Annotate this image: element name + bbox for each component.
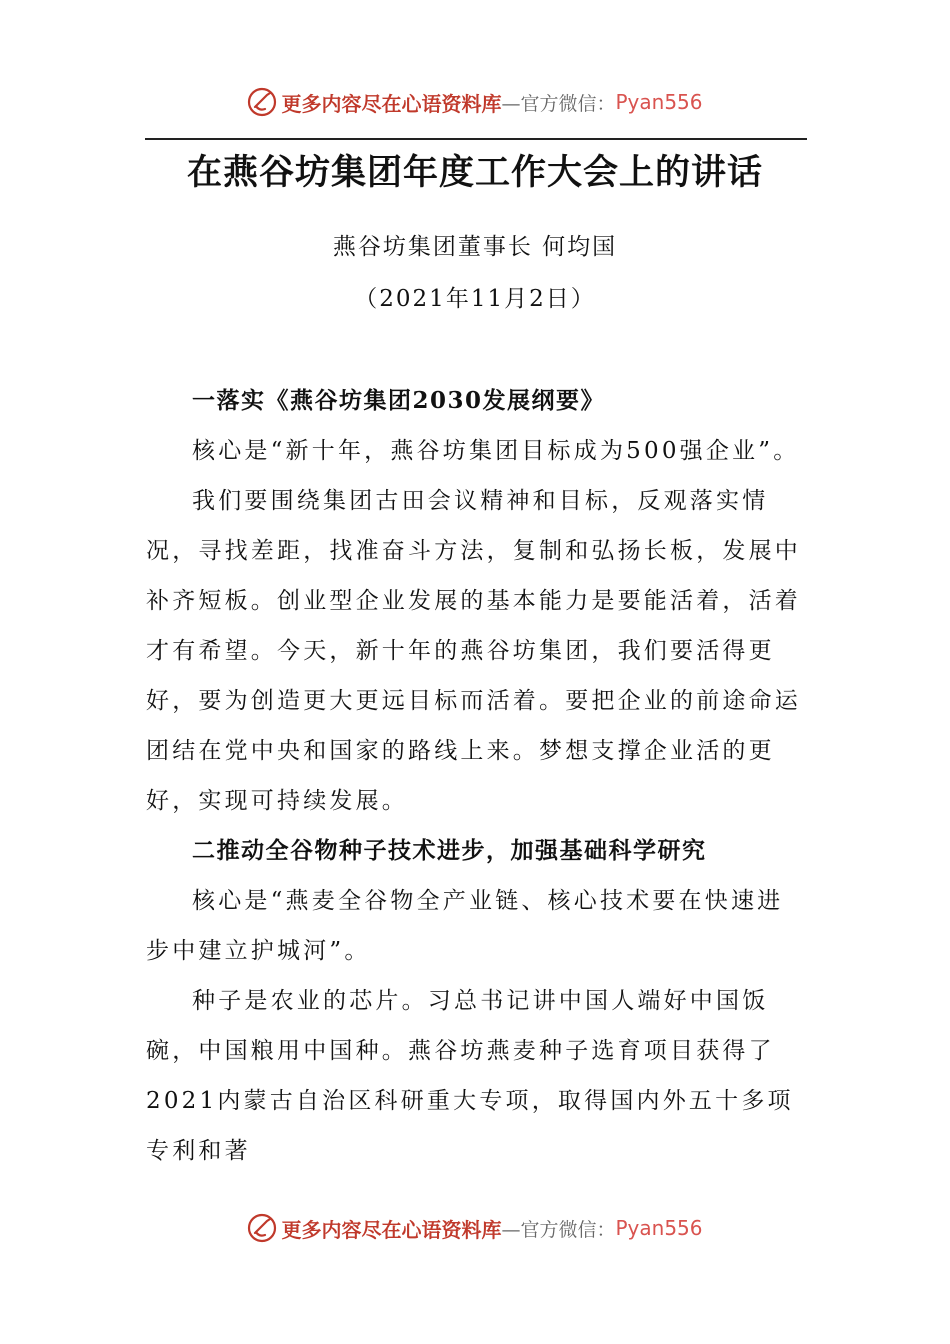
document-author: 燕谷坊集团董事长 何均国	[332, 234, 618, 260]
document-date: （2021年11月2日）	[354, 286, 596, 312]
document-title: 在燕谷坊集团年度工作大会上的讲话	[186, 152, 763, 193]
watermark-promo-text: 更多内容尽在心语资料库	[281, 91, 502, 116]
brand-logo-icon	[247, 87, 277, 117]
document-body	[146, 376, 806, 1176]
paragraph: 我们要围绕集团古田会议精神和目标，反观落实情况，寻找差距，找准奋斗方法，复制和弘扬长板，发展中补齐短板。创业型企业发展的基本能力是要能活着，活着才有希望。今天，新十年的燕谷坊集团，我们要活得更好，要为创造更大更远目标而活着。要把企业的前途命运团结在党中央和国家的路线上来。梦想支撑企业活的更好，实现可持续发展。	[146, 488, 801, 814]
footer-watermark	[0, 1208, 950, 1248]
brand-logo-icon	[247, 1213, 277, 1243]
paragraph: 种子是农业的芯片。习总书记讲中国人端好中国饭碗，中国粮用中国种。燕谷坊燕麦种子选育项目获得了2021内蒙古自治区科研重大专项，取得国内外五十多项专利和著	[146, 988, 794, 1164]
watermark-channel-text: —官方微信：	[501, 92, 616, 115]
watermark-promo-text: 更多内容尽在心语资料库	[281, 1217, 502, 1242]
header-rule	[145, 138, 807, 140]
watermark-wechat-id: Pyan556	[615, 1216, 703, 1240]
header-watermark	[0, 82, 950, 122]
section-heading-1: 一落实《燕谷坊集团2030发展纲要》	[192, 387, 606, 414]
paragraph: 核心是“新十年，燕谷坊集团目标成为500强企业”。	[192, 438, 800, 464]
watermark-channel-text: —官方微信：	[501, 1218, 616, 1241]
watermark-wechat-id: Pyan556	[615, 90, 703, 114]
paragraph: 核心是“燕麦全谷物全产业链、核心技术要在快速进步中建立护城河”。	[146, 888, 784, 964]
section-heading-2: 二推动全谷物种子技术进步，加强基础科学研究	[192, 837, 707, 864]
